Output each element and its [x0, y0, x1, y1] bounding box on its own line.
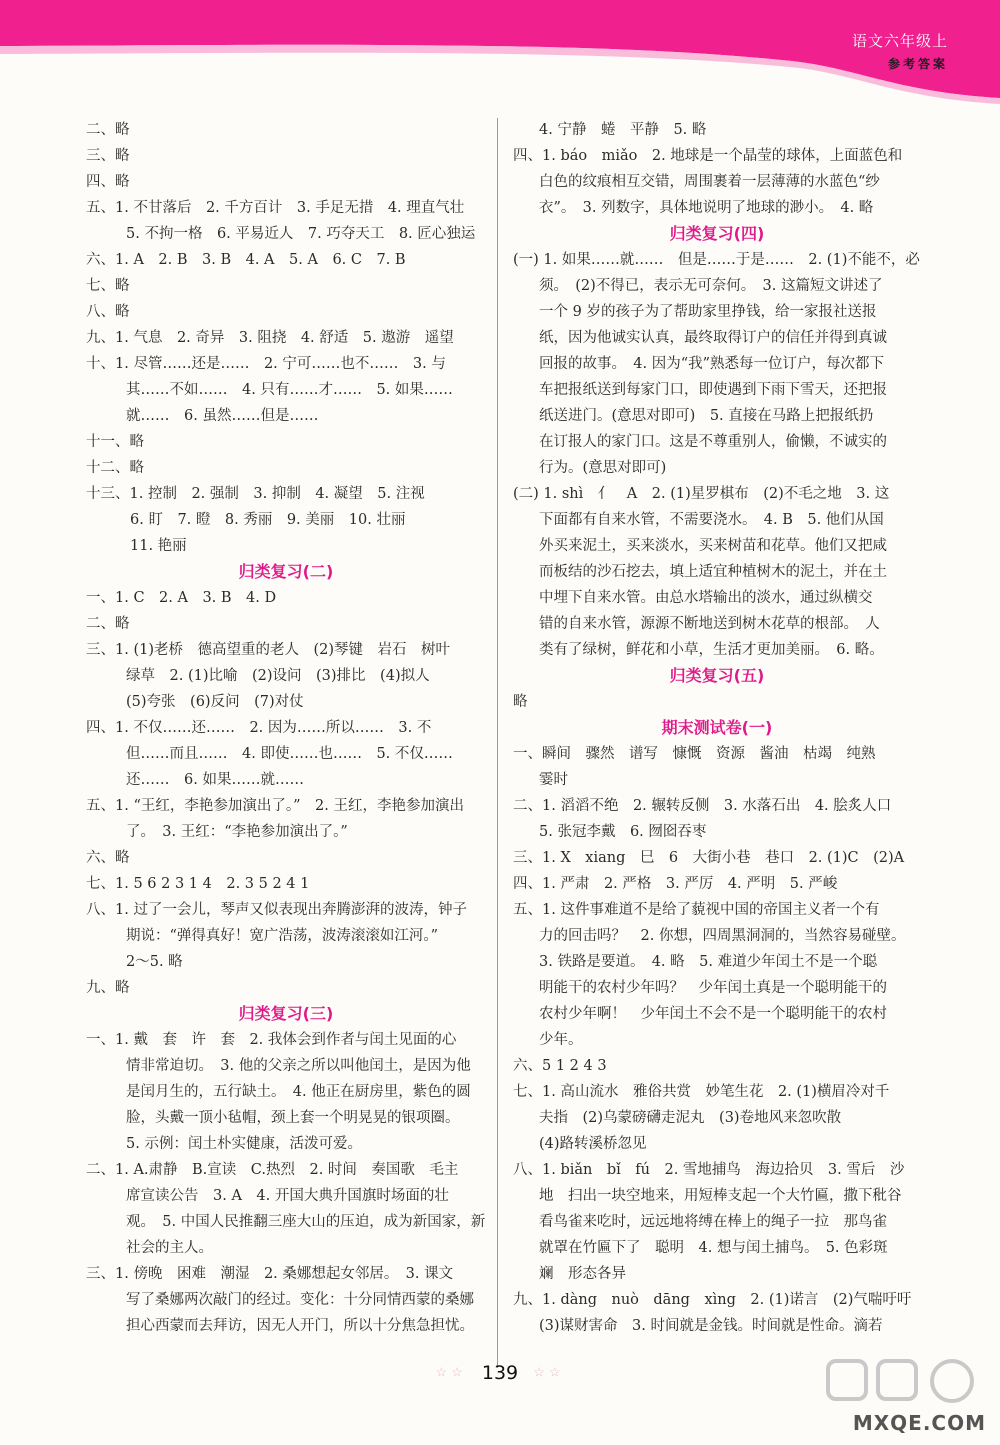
answer-line: 三、1. X xiang 巳 6 大街小巷 巷口 2. (1)C (2)A — [513, 850, 905, 866]
answer-line: 夫指 (2)乌蒙磅礴走泥丸 (3)卷地风来忽吹散 — [539, 1110, 842, 1126]
answer-line: 四、1. 严肃 2. 严格 3. 严厉 4. 严明 5. 严峻 — [513, 876, 838, 892]
answer-line: 略 — [513, 694, 528, 710]
answer-line: 八、略 — [86, 304, 130, 320]
answer-line: 其……不如…… 4. 只有……才…… 5. 如果…… — [126, 382, 453, 398]
answer-line: (5)夸张 (6)反问 (7)对仗 — [126, 694, 304, 710]
section-heading: 期末测试卷(一) — [661, 718, 773, 737]
section-heading: 归类复习(五) — [669, 666, 765, 685]
watermark-text: MXQE.COM — [852, 1411, 986, 1435]
left-column — [86, 117, 486, 1339]
answer-line: 二、略 — [86, 122, 130, 138]
answer-line: 农村少年啊！ 少年闰土不会不是一个聪明能干的农村 — [539, 1006, 887, 1022]
answer-line: 在订报人的家门口。这是不尊重别人，偷懒，不诚实的 — [539, 434, 887, 450]
right-column — [513, 117, 921, 1339]
answer-line: 情非常迫切。 3. 他的父亲之所以叫他闰土，是因为他 — [126, 1058, 471, 1074]
answer-line: 5. 不拘一格 6. 平易近人 7. 巧夺天工 8. 匠心独运 — [126, 226, 476, 242]
answer-line: 是闰月生的，五行缺土。 4. 他正在厨房里，紫色的圆 — [126, 1084, 471, 1100]
answer-line: 九、略 — [86, 980, 130, 996]
answer-line: 八、1. 过了一会儿，琴声又似表现出奔腾澎湃的波涛，钟子 — [86, 902, 467, 918]
header-band — [0, 0, 1000, 110]
header-title: 语文六年级上 — [851, 32, 948, 50]
answer-line: 二、1. A.肃静 B.宣读 C.热烈 2. 时间 奏国歌 毛主 — [86, 1162, 459, 1178]
answer-line: 地 扫出一块空地来，用短棒支起一个大竹匾，撒下秕谷 — [539, 1188, 902, 1204]
answer-line: 三、1. (1)老桥 德高望重的老人 (2)琴键 岩石 树叶 — [86, 642, 451, 658]
answer-line: 而板结的沙石挖去，填上适宜种植树木的泥土，并在土 — [539, 564, 887, 580]
answer-line: (一) 1. 如果……就…… 但是……于是…… 2. (1)不能不，必 — [513, 252, 920, 268]
answer-line: 一、1. C 2. A 3. B 4. D — [86, 590, 277, 606]
answer-line: 就…… 6. 虽然……但是…… — [126, 408, 319, 424]
answer-line: 七、1. 高山流水 雅俗共赏 妙笔生花 2. (1)横眉冷对千 — [513, 1084, 890, 1100]
answer-line: 看鸟雀来吃时，远远地将缚在棒上的绳子一拉 那鸟雀 — [539, 1214, 887, 1230]
answer-line: 中埋下自来水管。由总水塔输出的淡水，通过纵横交 — [539, 590, 873, 606]
answer-line: 脸，头戴一顶小毡帽，颈上套一个明晃晃的银项圈。 — [126, 1110, 460, 1126]
answer-line: 三、1. 傍晚 困难 潮湿 2. 桑娜想起女邻居。 3. 课文 — [86, 1266, 454, 1282]
footer-stars-right: ☆☆ — [533, 1365, 565, 1381]
answer-line: 九、1. 气息 2. 奇异 3. 阻挠 4. 舒适 5. 遨游 遥望 — [86, 330, 454, 346]
answer-line: 五、1. 不甘落后 2. 千方百计 3. 手足无措 4. 理直气壮 — [86, 200, 465, 216]
answer-line: 衣”。 3. 列数字，具体地说明了地球的渺小。 4. 略 — [539, 200, 874, 216]
answer-line: 5. 张冠李戴 6. 囫囵吞枣 — [539, 824, 707, 840]
answer-line: 九、1. dàng nuò dāng xìng 2. (1)诺言 (2)气喘吁吁 — [513, 1292, 912, 1308]
answer-line: 力的回击吗？ 2. 你想，四周黑洞洞的，当然容易碰壁。 — [539, 928, 906, 944]
answer-line: 明能干的农村少年吗？ 少年闰土真是一个聪明能干的 — [539, 980, 887, 996]
answer-line: 二、略 — [86, 616, 130, 632]
answer-line: 期说：“弹得真好！宽广浩荡，波涛滚滚如江河。” — [126, 928, 439, 944]
answer-line: 五、1. 这件事难道不是给了藐视中国的帝国主义者一个有 — [513, 902, 880, 918]
footer-stars-left: ☆☆ — [435, 1365, 467, 1381]
answer-line: 11. 艳丽 — [130, 538, 187, 554]
answer-line: 霎时 — [539, 772, 568, 788]
answer-line: 3. 铁路是要道。 4. 略 5. 难道少年闰土不是一个聪 — [539, 954, 878, 970]
answer-line: 十一、略 — [86, 434, 144, 450]
answer-line: 观。 5. 中国人民推翻三座大山的压迫，成为新国家，新 — [126, 1214, 486, 1230]
answer-line: 四、1. 不仅……还…… 2. 因为……所以…… 3. 不 — [86, 720, 432, 736]
answer-line: 十二、略 — [86, 460, 144, 476]
answer-line: 席宣读公告 3. A 4. 开国大典升国旗时场面的壮 — [126, 1188, 449, 1204]
answer-line: 十三、1. 控制 2. 强制 3. 抑制 4. 凝望 5. 注视 — [86, 486, 425, 502]
answer-line: (二) 1. shì 亻 A 2. (1)星罗棋布 (2)不毛之地 3. 这 — [513, 486, 890, 502]
answer-line: 还…… 6. 如果……就…… — [126, 772, 304, 788]
answer-line: 斓 形态各异 — [539, 1266, 626, 1282]
answer-line: 白色的纹痕相互交错，周围裹着一层薄薄的水蓝色“纱 — [539, 174, 880, 190]
answer-line: 纸送进门。(意思对即可) 5. 直接在马路上把报纸扔 — [539, 408, 874, 424]
answer-line: 七、略 — [86, 278, 130, 294]
column-divider — [497, 118, 498, 1368]
answer-line: 六、1. A 2. B 3. B 4. A 5. A 6. C 7. B — [86, 252, 406, 268]
answer-line: 写了桑娜两次敲门的经过。变化：十分同情西蒙的桑娜 — [126, 1292, 474, 1308]
answer-line: 纸，因为他诚实认真，最终取得订户的信任并得到真诚 — [539, 330, 887, 346]
answer-line: (3)谋财害命 3. 时间就是金钱。时间就是性命。滴若 — [539, 1318, 883, 1334]
answer-line: 十、1. 尽管……还是…… 2. 宁可……也不…… 3. 与 — [86, 356, 446, 372]
section-heading: 归类复习(二) — [238, 562, 334, 581]
answer-line: 错的自来水管，源源不断地送到树木花草的根部。 人 — [539, 616, 880, 632]
answer-line: 绿草 2. (1)比喻 (2)设问 (3)排比 (4)拟人 — [126, 668, 430, 684]
answer-line: 担心西蒙而去拜访，因无人开门，所以十分焦急担忧。 — [126, 1318, 474, 1334]
answer-line: 四、1. báo miǎo 2. 地球是一个晶莹的球体，上面蓝色和 — [513, 148, 903, 164]
section-heading: 归类复习(三) — [238, 1004, 334, 1023]
page-number: 139 — [481, 1362, 519, 1384]
answer-line: 5. 示例：闰土朴实健康，活泼可爱。 — [126, 1136, 362, 1152]
answer-line: 行为。(意思对即可) — [539, 460, 667, 476]
answer-line: 一、瞬间 骤然 谱写 慷慨 资源 酱油 枯竭 纯熟 — [513, 746, 876, 762]
answer-line: 三、略 — [86, 148, 130, 164]
answer-line: 类有了绿树，鲜花和小草，生活才更加美丽。 6. 略。 — [539, 642, 884, 658]
answer-line: 外买来泥土，买来淡水，买来树苗和花草。他们又把咸 — [539, 538, 887, 554]
answer-line: 六、略 — [86, 850, 130, 866]
answer-line: 4. 宁静 蜷 平静 5. 略 — [539, 122, 707, 138]
answer-line: 6. 盯 7. 瞪 8. 秀丽 9. 美丽 10. 壮丽 — [130, 512, 406, 528]
answer-line: 2～5. 略 — [126, 954, 183, 970]
answer-line: 五、1. “王红，李艳参加演出了。” 2. 王红，李艳参加演出 — [86, 798, 464, 814]
answer-line: 社会的主人。 — [126, 1240, 213, 1256]
header-swoosh — [0, 0, 1000, 110]
answer-line: 一、1. 戴 套 许 套 2. 我体会到作者与闰土见面的心 — [86, 1032, 457, 1048]
watermark — [820, 1357, 990, 1437]
answer-line: 少年。 — [539, 1032, 583, 1048]
section-heading: 归类复习(四) — [669, 224, 765, 243]
answer-line: 二、1. 滔滔不绝 2. 辗转反侧 3. 水落石出 4. 脍炙人口 — [513, 798, 892, 814]
answer-line: 就罩在竹匾下了 聪明 4. 想与闰土捕鸟。 5. 色彩斑 — [539, 1240, 888, 1256]
answer-line: 回报的故事。 4. 因为“我”熟悉每一位订户，每次都下 — [539, 356, 885, 372]
answer-line: 了。 3. 王红：“李艳参加演出了。” — [126, 824, 348, 840]
answer-line: 八、1. biǎn bǐ fú 2. 雪地捕鸟 海边拾贝 3. 雪后 沙 — [513, 1162, 905, 1178]
answer-line: 七、1. 5 6 2 3 1 4 2. 3 5 2 4 1 — [86, 876, 310, 892]
answer-line: 车把报纸送到每家门口，即使遇到下雨下雪天，还把报 — [539, 382, 887, 398]
answer-line: (4)路转溪桥忽见 — [539, 1136, 647, 1152]
answer-line: 但……而且…… 4. 即使……也…… 5. 不仅…… — [126, 746, 453, 762]
header-subtitle: 参考答案 — [887, 57, 948, 71]
answer-line: 六、5 1 2 4 3 — [513, 1058, 607, 1074]
answer-line: 下面都有自来水管，不需要浇水。 4. B 5. 他们从国 — [539, 512, 884, 528]
answer-line: 一个 9 岁的孩子为了帮助家里挣钱，给一家报社送报 — [539, 304, 877, 320]
answer-line: 须。 (2)不得已，表示无可奈何。 3. 这篇短文讲述了 — [539, 278, 883, 294]
answer-line: 四、略 — [86, 174, 130, 190]
